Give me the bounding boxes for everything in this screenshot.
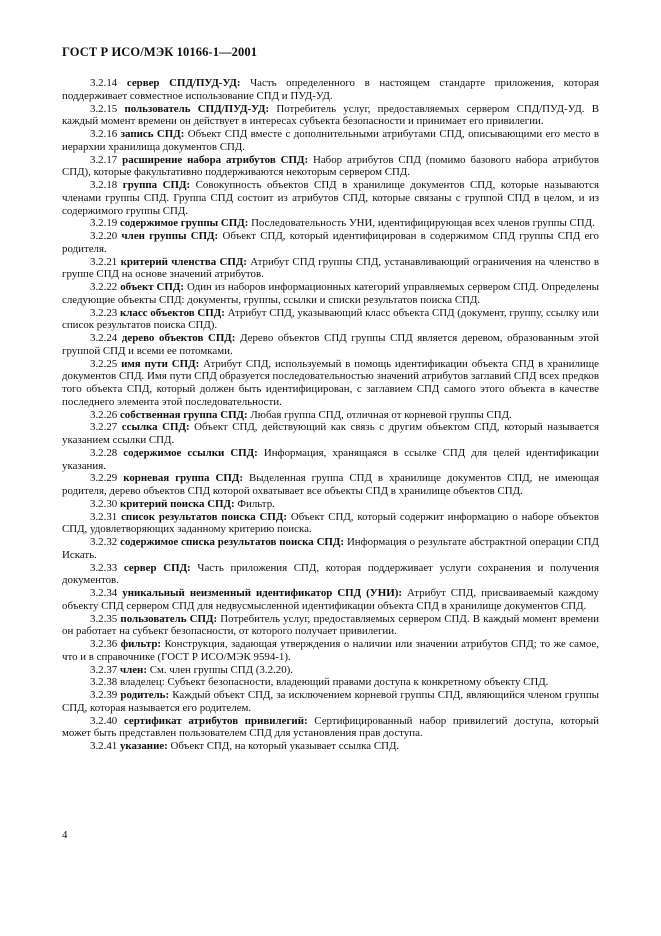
definition-entry: [62, 421, 599, 447]
entry-number: 3.2.24: [90, 332, 118, 344]
entry-text: Потребитель услуг, предоставляемых сервером СПД/ПУД-УД. В каждый момент времени он действует в интересах субъекта безопасности и принимает его привилегии.: [62, 102, 599, 128]
entry-text: Атрибут СПД, присваиваемый каждому объекту СПД сервером СПД для недвусмысленной идентификации объекта СПД в хранилище документов СПД.: [62, 587, 599, 612]
entry-text: Выделенная группа СПД в хранилище документов СПД, не имеющая родителя, дерево объектов СПД которой охватывает все объекты СПД в хранилище объектов СПД.: [62, 472, 599, 497]
entry-text: Объект СПД вместе с дополнительными атрибутами СПД, описывающими его место в иерархии хранилища документов СПД.: [62, 128, 599, 153]
definition-entry: [62, 230, 599, 256]
entry-term: член группы СПД:: [121, 230, 219, 242]
definition-entry: [62, 536, 599, 562]
entry-term: группа СПД:: [122, 179, 191, 191]
entry-text: Информация, хранящаяся в ссылке СПД для целей идентификации указания.: [62, 446, 600, 472]
entry-number: 3.2.34: [90, 587, 118, 599]
entry-text: Каждый объект СПД, за исключением корневой группы СПД, являющийся членом группы СПД, которая называется его родителем.: [62, 689, 599, 714]
entry-term: член:: [119, 663, 147, 676]
entry-term: запись СПД:: [120, 128, 185, 140]
entry-text: Набор атрибутов СПД (помимо базового набора атрибутов СПД), которые факультативно поддерживаются некоторым сервером СПД.: [62, 153, 599, 179]
entry-text: Дерево объектов СПД группы СПД является деревом, образованным этой группой СПД и всеми ее потомками.: [62, 332, 599, 357]
entry-number: 3.2.19: [90, 217, 118, 230]
entry-term: критерий поиска СПД:: [119, 497, 235, 510]
entry-term: ссылка СПД:: [121, 421, 190, 434]
definition-entry: [62, 664, 599, 677]
entry-text: Объект СПД, действующий как связь с другим объектом СПД, который называется указанием ссылки СПД.: [62, 421, 599, 446]
entry-number: 3.2.41: [90, 740, 118, 752]
entry-number: 3.2.21: [90, 255, 118, 268]
entry-number: 3.2.32: [90, 536, 118, 548]
entry-term: корневая группа СПД:: [123, 472, 243, 485]
entry-term: имя пути СПД:: [121, 357, 200, 370]
entry-number: 3.2.26: [90, 408, 118, 421]
definition-entry: [62, 676, 599, 689]
definition-entry: [62, 689, 599, 715]
entry-text: Фильтр.: [237, 497, 275, 510]
entry-number: 3.2.31: [90, 510, 118, 523]
definition-entry: [62, 472, 599, 498]
definition-entry: [62, 409, 599, 422]
entry-text: Последовательность УНИ, идентифицирующая всех членов группы СПД.: [251, 217, 595, 230]
entry-number: 3.2.27: [90, 421, 118, 434]
entry-number: 3.2.25: [90, 357, 118, 370]
entry-text: Один из наборов информационных категорий управляемых сервером СПД. Определены следующие объекты СПД: документы, группы, ссылки и списки результатов поиска СПД.: [62, 281, 599, 306]
definition-entry: [62, 613, 599, 639]
definition-entry: [62, 740, 599, 753]
entry-number: 3.2.15: [90, 102, 118, 115]
definition-entry: [62, 358, 599, 409]
entry-term: дерево объектов СПД:: [121, 332, 236, 344]
entry-number: 3.2.33: [90, 561, 118, 574]
entry-number: 3.2.40: [90, 714, 118, 727]
definition-entry: [62, 332, 599, 358]
definition-entry: [62, 77, 599, 103]
entry-text: Атрибут СПД, используемый в помощь идентификации объекта СПД в хранилище документов СПД. Имя пути СПД образуется последовательностью значений атрибутов заглавий СПД всех предков того объекта СПД, который должен быть идентифицирован, с заглавием СПД самого этого объекта в качестве последнего элемента этой последовательности.: [62, 357, 599, 408]
definition-entry: [62, 103, 599, 129]
definition-entry: [62, 562, 599, 588]
entry-term: расширение набора атрибутов СПД:: [122, 153, 309, 166]
entry-number: 3.2.38: [90, 676, 118, 689]
entry-number: 3.2.39: [90, 689, 118, 701]
definition-entry: [62, 154, 599, 180]
definitions-list: [62, 77, 599, 753]
definition-entry: [62, 715, 599, 741]
entry-text: Потребитель услуг, предоставляемых сервером СПД. В каждый момент времени он работает на субъект безопасности, от которого получает привилегии.: [62, 612, 599, 638]
entry-number: 3.2.14: [90, 77, 118, 89]
entry-term: сертификат атрибутов привилегий:: [123, 714, 308, 727]
definition-entry: [62, 179, 599, 217]
definition-entry: [62, 256, 599, 282]
entry-number: 3.2.35: [90, 612, 118, 625]
definition-entry: [62, 447, 599, 473]
definition-entry: [62, 498, 599, 511]
document-header: ГОСТ Р ИСО/МЭК 10166-1—2001: [62, 45, 258, 59]
entry-number: 3.2.16: [90, 128, 118, 140]
entry-number: 3.2.18: [90, 179, 118, 191]
entry-number: 3.2.23: [90, 306, 118, 319]
entry-text: Любая группа СПД, отличная от корневой группы СПД.: [250, 408, 512, 421]
entry-text: Объект СПД, на который указывает ссылка СПД.: [170, 740, 400, 752]
entry-number: 3.2.22: [90, 281, 118, 293]
definition-entry: [62, 638, 599, 664]
entry-term: содержимое группы СПД:: [119, 217, 249, 230]
entry-term: список результатов поиска СПД:: [121, 510, 287, 523]
entry-text: Часть определенного в настоящем стандарте приложения, которая поддерживает совместное использование СПД и ПУД-УД.: [62, 77, 599, 102]
entry-term: класс объектов СПД:: [120, 306, 225, 319]
entry-text: Информация о результате абстрактной операции СПД Искать.: [62, 536, 599, 561]
page-number: 4: [62, 829, 68, 841]
entry-number: 3.2.28: [90, 446, 118, 459]
entry-number: 3.2.17: [90, 153, 118, 166]
entry-term: объект СПД:: [120, 281, 185, 293]
entry-text: См. член группы СПД (3.2.20).: [149, 663, 293, 676]
definition-entry: [62, 307, 599, 333]
entry-text: Объект СПД, который идентифицирован в содержимом СПД группы СПД его родителя.: [62, 230, 599, 255]
entry-text: Конструкция, задающая утверждения о наличии или значении атрибутов СПД; то же самое, что и в справочнике (ГОСТ Р ИСО/МЭК 9594-1).: [62, 638, 599, 663]
entry-number: 3.2.36: [90, 638, 118, 650]
entry-number: 3.2.37: [90, 663, 118, 676]
entry-text: Сертифицированный набор привилегий доступа, который может быть представлен пользователем СПД для установления прав доступа.: [62, 714, 599, 740]
entry-term: указание:: [119, 740, 168, 752]
definition-entry: [62, 217, 599, 230]
entry-term: фильтр:: [120, 638, 162, 650]
entry-text: Атрибут СПД группы СПД, устанавливающий ограничения на членство в группе СПД на основе значений атрибутов.: [62, 255, 599, 281]
entry-term: собственная группа СПД:: [119, 408, 248, 421]
definition-entry: [62, 128, 599, 154]
entry-term: уникальный неизменный идентификатор СПД (УНИ):: [122, 587, 402, 599]
entry-term: пользователь СПД:: [120, 612, 218, 625]
entry-text: Атрибут СПД, указывающий класс объекта СПД (документ, группу, ссылку или список результатов поиска СПД).: [62, 306, 599, 332]
entry-number: 3.2.29: [90, 472, 118, 485]
entry-term: родитель:: [120, 689, 170, 701]
entry-text: Совокупность объектов СПД в хранилище документов СПД, которые называются членами группы СПД. Группа СПД состоит из атрибутов СПД, которые связаны с группой СПД в целом, и из содержимого группы СПД.: [62, 179, 599, 217]
entry-text: Часть приложения СПД, которая поддерживает услуги сохранения и получения документов.: [62, 561, 599, 587]
entry-number: 3.2.30: [90, 497, 118, 510]
entry-term: критерий членства СПД:: [120, 255, 247, 268]
definition-entry: [62, 281, 599, 307]
entry-text: Объект СПД, который содержит информацию о наборе объектов СПД, удовлетворяющих заданному критерию поиска.: [62, 510, 599, 536]
definition-entry: [62, 587, 599, 613]
definition-entry: [62, 511, 599, 537]
entry-term: содержимое ссылки СПД:: [123, 446, 258, 459]
entry-term: сервер СПД/ПУД-УД:: [126, 77, 241, 89]
entry-number: 3.2.20: [90, 230, 118, 242]
entry-term: содержимое списка результатов поиска СПД:: [120, 536, 345, 548]
entry-term: пользователь СПД/ПУД-УД:: [124, 102, 270, 115]
entry-text: владелец: Субъект безопасности, владеющий правами доступа к конкретному объекту СПД.: [119, 676, 549, 689]
entry-term: сервер СПД:: [123, 561, 191, 574]
